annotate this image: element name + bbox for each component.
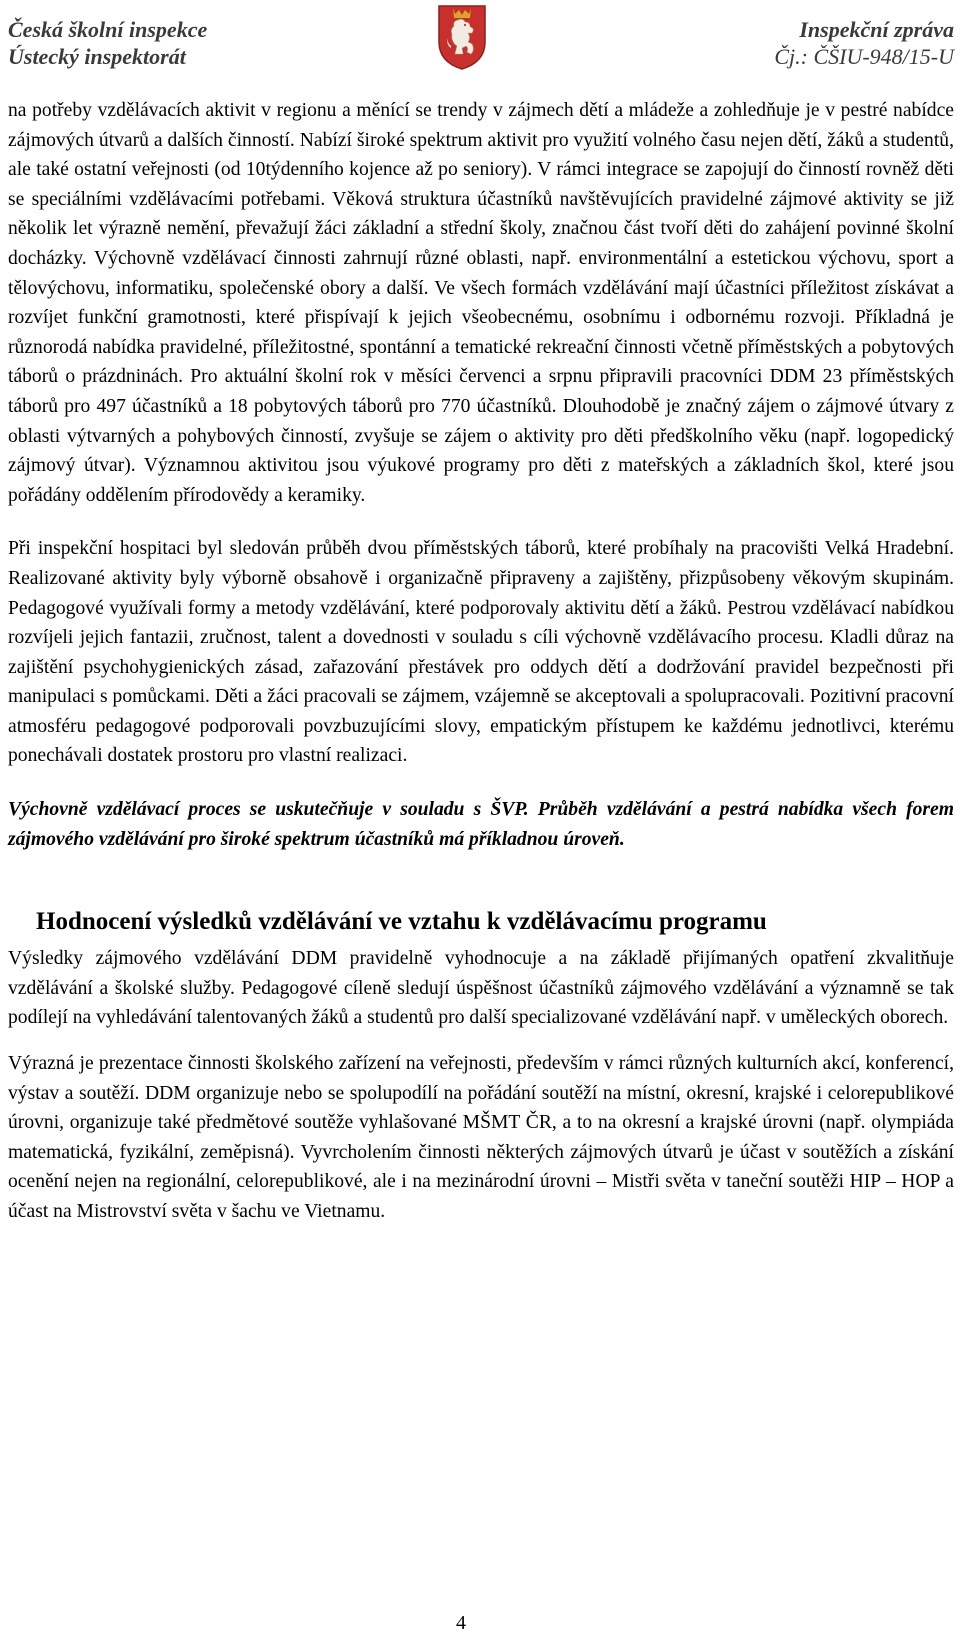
paragraph-results: Výsledky zájmového vzdělávání DDM pravidelně vyhodnocuje a na základě přijímaných opatření zkvalitňuje vzdělávání a školské služby. Pedagogové cíleně sledují úspěšnost účastníků zájmového vzdělávání a významně se tak podílejí na vyhledávání talentovaných žáků a studentů pro další specializované vzdělávání např. v uměleckých oborech. — [8, 948, 954, 1029]
czech-lion-coat-of-arms-icon — [437, 2, 487, 70]
paragraph-inspection-observation: Při inspekční hospitaci byl sledován průběh dvou příměstských táborů, které probíhaly na pracovišti Velká Hradební. Realizované aktivity byly výborně obsahově i organizačně připraveny a zajištěny, přizpůsobeny věkovým skupinám. Pedagogové využívali formy a metody vzdělávání, které podporovaly aktivitu dětí a žáků. Pestrou vzdělávací nabídkou rozvíjeli jejich fantazii, zručnost, talent a dovednosti v souladu s cíli výchovně vzdělávacího procesu. Kladli důraz na zajištění psychohygienických zásad, zařazování přestávek pro oddych dětí a dodržování pravidel bezpečnosti při manipulaci s pomůckami. Děti a žáci pracovali se zájmem, vzájemně se akceptovali a spolupracovali. Pozitivní pracovní atmosféru pedagogové podporovali povzbuzujícími slovy, empatickým přístupem ke každému jednotlivci, kterému ponechávali dostatek prostoru pro vlastní realizaci. — [8, 538, 954, 767]
document-type: Inspekční zpráva — [799, 17, 954, 42]
section-heading: Hodnocení výsledků vzdělávání ve vztahu k vzdělávacímu programu — [36, 908, 767, 936]
header-right — [774, 16, 954, 70]
org-name: Česká školní inspekce — [8, 17, 208, 42]
paragraph-activities: na potřeby vzdělávacích aktivit v regionu a měnící se trendy v zájmech dětí a mládeže a zohledňuje je v pestré nabídce zájmových útvarů a dalších činností. Nabízí široké spektrum aktivit pro využití volného času nejen dětí, žáků a studentů, ale také ostatní veřejnosti (od 10týdenního kojence až po seniory). V rámci integrace se zapojují do činností rovněž děti se speciálními vzdělávacími potřebami. Věková struktura účastníků navštěvujících pravidelné zájmové aktivity se již několik let výrazně nemění, převažují žáci základní a střední školy, značnou část tvoří děti do zahájení povinné školní docházky. Výchovně vzdělávací činnosti zahrnují různé oblasti, např. environmentální a estetickou výchovu, sport a tělovýchovu, informatiku, společenské obory a další. Ve všech formách vzdělávání mají účastníci příležitost získávat a rozvíjet funkční gramotnosti, které přispívají k jejich všeobecnému, osobnímu i odbornému rozvoji. Příkladná je různorodá nabídka pravidelné, příležitostné, spontánní a tematické rekreační činnosti včetně příměstských a pobytových táborů o prázdninách. Pro aktuální školní rok v měsíci červenci a srpnu připravili pracovníci DDM 23 příměstských táborů pro 497 účastníků a 18 pobytových táborů pro 770 účastníků. Dlouhodobě je značný zájem o zájmové útvary z oblasti výtvarných a pohybových činností, zvyšuje se zájem o aktivity pro děti předškolního věku (např. logopedický zájmový útvar). Významnou aktivitou jsou výukové programy pro děti z mateřských a základních škol, které jsou pořádány oddělením přírodovědy a keramiky. — [8, 100, 954, 506]
page-number: 4 — [456, 1612, 466, 1634]
paragraph-presentation: Výrazná je prezentace činnosti školského zařízení na veřejnosti, především v rámci různých kulturních akcí, konferencí, výstav a soutěží. DDM organizuje nebo se spolupodílí na pořádání soutěží na místní, okresní, krajské i celorepublikové úrovni, organizuje také předmětové soutěže vyhlašované MŠMT ČR, a to na okresní a krajské úrovni (např. olympiáda matematická, fyzikální, zeměpisná). Vyvrcholením činnosti některých zájmových útvarů je účast v soutěžích a získání ocenění nejen na regionální, celorepublikové, ale i na mezinárodní úrovni – Mistři světa v taneční soutěži HIP – HOP a účast na Mistrovství světa v šachu ve Vietnamu. — [8, 1053, 954, 1222]
page-header — [8, 2, 954, 88]
report-body — [8, 96, 954, 1227]
paragraph-conclusion: Výchovně vzdělávací proces se uskutečňuje v souladu s ŠVP. Průběh vzdělávání a pestrá nabídka všech forem zájmového vzdělávání pro široké spektrum účastníků má příkladnou úroveň. — [8, 799, 954, 850]
document-reference: Čj.: ČŠIU-948/15-U — [774, 44, 954, 69]
header-left — [8, 16, 207, 70]
org-unit: Ústecký inspektorát — [8, 44, 186, 69]
